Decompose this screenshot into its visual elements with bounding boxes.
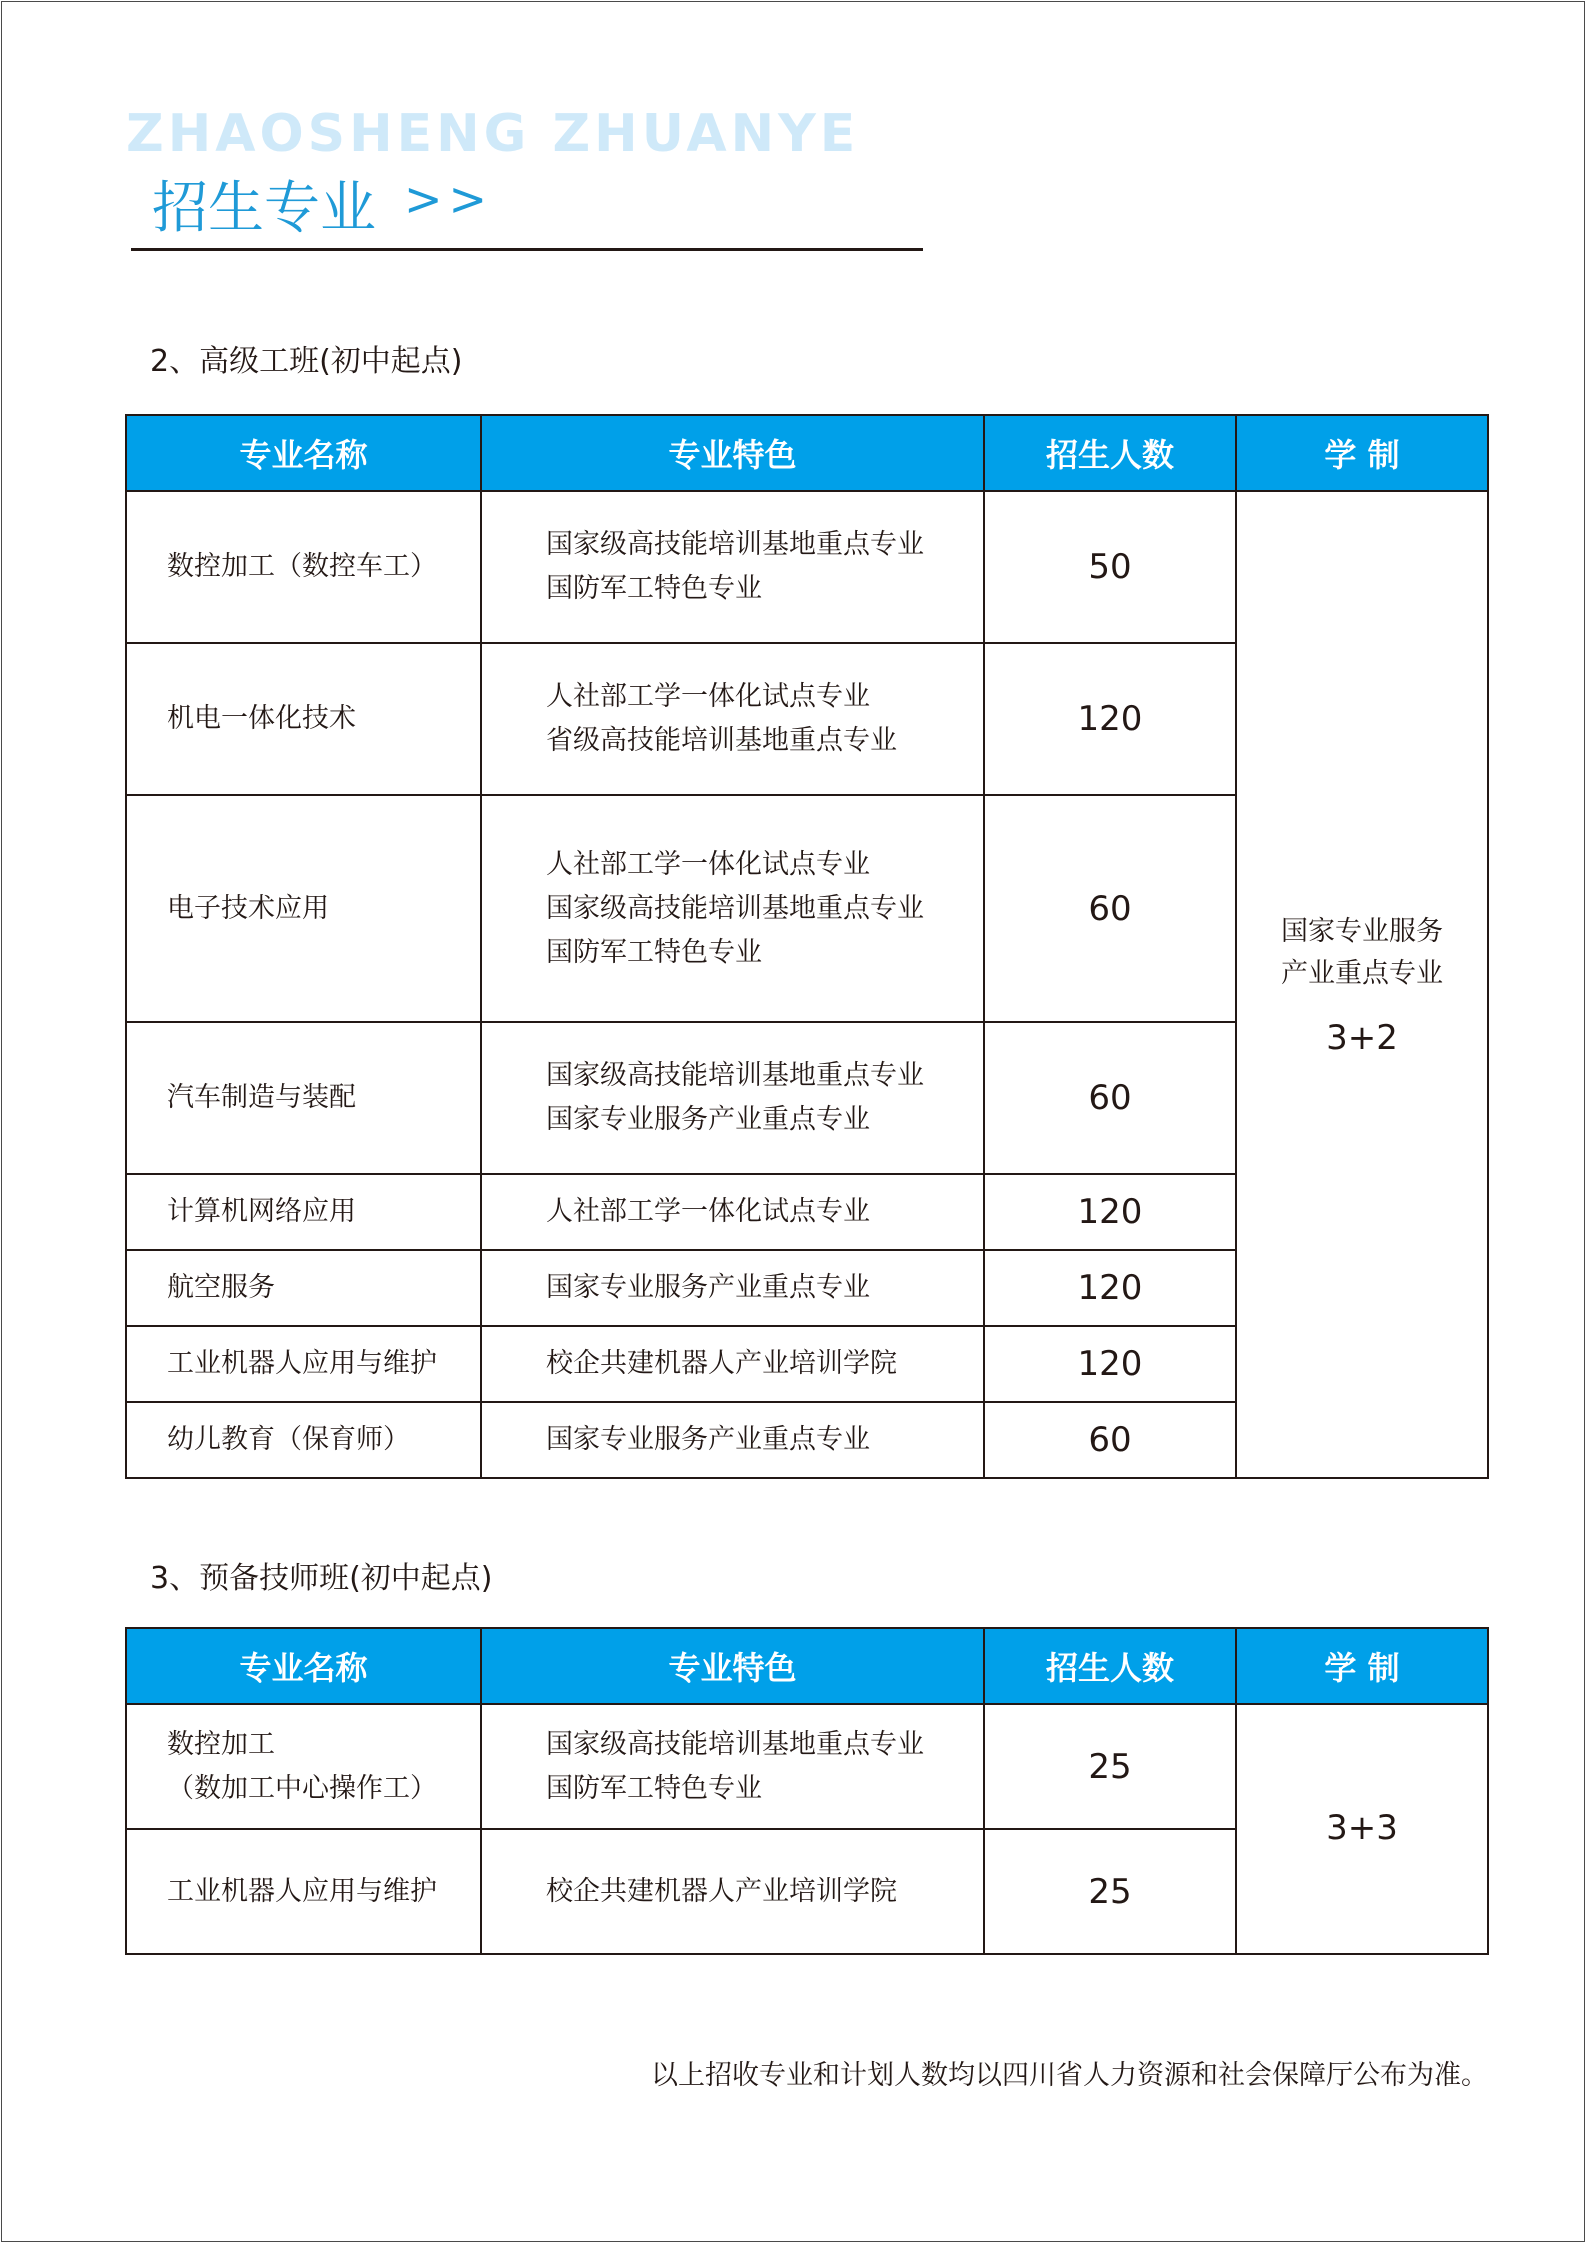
section2-title: 2、高级工班(初中起点) bbox=[150, 344, 463, 379]
duration-value: 3+2 bbox=[1326, 1017, 1398, 1058]
major-name-line: （数加工中心操作工） bbox=[167, 1772, 437, 1804]
duration-note-line: 产业重点专业 bbox=[1281, 957, 1443, 989]
cell-major-name bbox=[126, 1022, 481, 1174]
duration-note-line: 国家专业服务 bbox=[1281, 915, 1443, 947]
feature-line: 国家专业服务产业重点专业 bbox=[546, 1104, 870, 1135]
feature-line: 国防军工特色专业 bbox=[546, 1772, 762, 1804]
cell-features bbox=[481, 1022, 984, 1174]
feature-line: 校企共建机器人产业培训学院 bbox=[546, 1348, 897, 1379]
cell-duration bbox=[1236, 491, 1488, 1478]
major-name-line: 航空服务 bbox=[167, 1272, 275, 1303]
feature-line: 省级高技能培训基地重点专业 bbox=[546, 725, 897, 756]
column-header-features: 专业特色 bbox=[481, 1628, 984, 1704]
cell-enrollment-count: 25 bbox=[984, 1829, 1236, 1954]
cell-enrollment-count: 60 bbox=[984, 795, 1236, 1022]
column-header-count: 招生人数 bbox=[984, 1628, 1236, 1704]
feature-line: 国家级高技能培训基地重点专业 bbox=[546, 1728, 924, 1760]
cell-enrollment-count: 60 bbox=[984, 1402, 1236, 1478]
feature-line: 国家级高技能培训基地重点专业 bbox=[546, 1060, 924, 1091]
cell-enrollment-count: 120 bbox=[984, 1250, 1236, 1326]
cell-features bbox=[481, 1326, 984, 1402]
table-row bbox=[126, 491, 1488, 643]
header-english-title: ZHAOSHENG ZHUANYE bbox=[126, 104, 860, 164]
cell-enrollment-count: 60 bbox=[984, 1022, 1236, 1174]
column-header-duration: 学 制 bbox=[1236, 1628, 1488, 1704]
column-header-name: 专业名称 bbox=[126, 415, 481, 491]
cell-enrollment-count: 120 bbox=[984, 1326, 1236, 1402]
cell-features bbox=[481, 795, 984, 1022]
cell-major-name bbox=[126, 1829, 481, 1954]
cell-major-name bbox=[126, 1174, 481, 1250]
major-name-line: 幼儿教育（保育师） bbox=[167, 1424, 410, 1455]
feature-line: 人社部工学一体化试点专业 bbox=[546, 1196, 870, 1227]
feature-line: 国家专业服务产业重点专业 bbox=[546, 1424, 870, 1455]
table-row bbox=[126, 1704, 1488, 1829]
footer-note: 以上招收专业和计划人数均以四川省人力资源和社会保障厅公布为准。 bbox=[651, 2060, 1488, 2091]
major-name-line: 汽车制造与装配 bbox=[167, 1082, 356, 1113]
cell-features bbox=[481, 1402, 984, 1478]
cell-enrollment-count: 120 bbox=[984, 1174, 1236, 1250]
duration-value: 3+3 bbox=[1326, 1807, 1398, 1848]
column-header-name: 专业名称 bbox=[126, 1628, 481, 1704]
cell-enrollment-count: 120 bbox=[984, 643, 1236, 795]
table-header-row bbox=[126, 1628, 1488, 1704]
cell-major-name bbox=[126, 1326, 481, 1402]
major-name-line: 数控加工（数控车工） bbox=[167, 551, 437, 582]
major-name-line: 工业机器人应用与维护 bbox=[167, 1348, 437, 1379]
cell-major-name bbox=[126, 491, 481, 643]
cell-major-name bbox=[126, 643, 481, 795]
feature-line: 人社部工学一体化试点专业 bbox=[546, 681, 870, 712]
cell-major-name bbox=[126, 795, 481, 1022]
cell-features bbox=[481, 491, 984, 643]
feature-line: 国家级高技能培训基地重点专业 bbox=[546, 529, 924, 560]
cell-major-name bbox=[126, 1704, 481, 1829]
cell-features bbox=[481, 1829, 984, 1954]
column-header-duration: 学 制 bbox=[1236, 415, 1488, 491]
section3-title: 3、预备技师班(初中起点) bbox=[150, 1561, 493, 1596]
column-header-count: 招生人数 bbox=[984, 415, 1236, 491]
major-name-line: 工业机器人应用与维护 bbox=[167, 1875, 437, 1907]
cell-enrollment-count: 25 bbox=[984, 1704, 1236, 1829]
feature-line: 国防军工特色专业 bbox=[546, 573, 762, 604]
header-divider bbox=[131, 248, 923, 251]
cell-major-name bbox=[126, 1250, 481, 1326]
feature-line: 国防军工特色专业 bbox=[546, 936, 762, 968]
section2-table bbox=[125, 414, 1489, 1479]
cell-major-name bbox=[126, 1402, 481, 1478]
cell-duration bbox=[1236, 1704, 1488, 1954]
cell-features bbox=[481, 643, 984, 795]
cell-features bbox=[481, 1174, 984, 1250]
cell-features bbox=[481, 1704, 984, 1829]
column-header-features: 专业特色 bbox=[481, 415, 984, 491]
major-name-line: 机电一体化技术 bbox=[167, 703, 356, 734]
table-header-row bbox=[126, 415, 1488, 491]
feature-line: 校企共建机器人产业培训学院 bbox=[546, 1875, 897, 1907]
major-name-line: 计算机网络应用 bbox=[167, 1196, 356, 1227]
cell-enrollment-count: 50 bbox=[984, 491, 1236, 643]
feature-line: 人社部工学一体化试点专业 bbox=[546, 848, 870, 880]
header-chinese-title: 招生专业 bbox=[152, 176, 376, 241]
major-name-line: 电子技术应用 bbox=[167, 892, 329, 924]
section3-table bbox=[125, 1627, 1489, 1955]
major-name-line: 数控加工 bbox=[167, 1728, 275, 1760]
header-arrows: >> bbox=[404, 172, 494, 226]
feature-line: 国家专业服务产业重点专业 bbox=[546, 1272, 870, 1303]
feature-line: 国家级高技能培训基地重点专业 bbox=[546, 892, 924, 924]
cell-features bbox=[481, 1250, 984, 1326]
